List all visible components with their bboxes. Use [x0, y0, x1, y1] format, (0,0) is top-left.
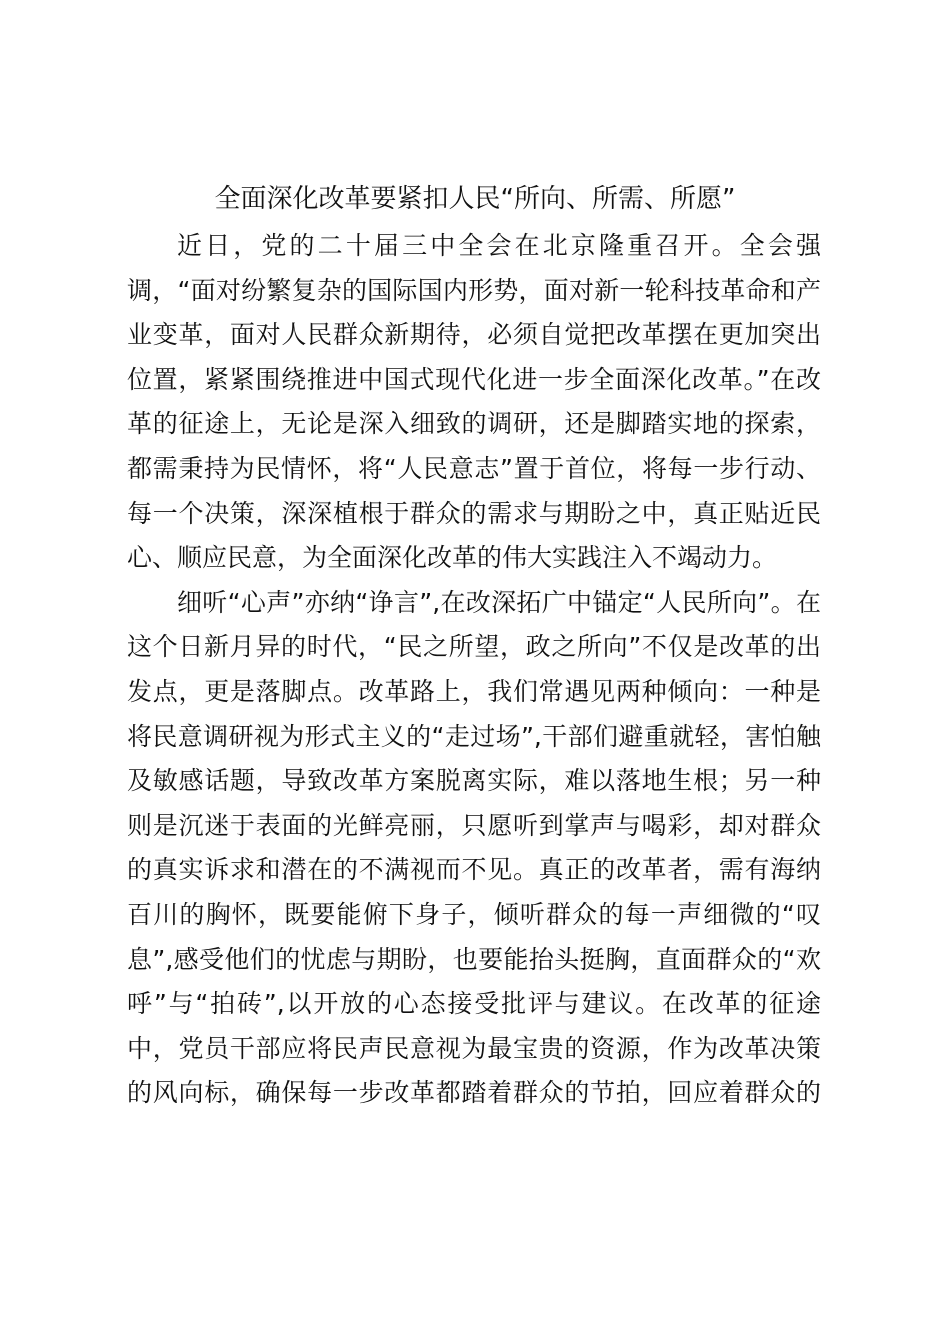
text-line: 将民意调研视为形式主义的“走过场”,干部们避重就轻，害怕触	[127, 721, 821, 751]
text-line: 调，“面对纷繁复杂的国际国内形势，面对新一轮科技革命和产	[127, 275, 821, 305]
text-line: 则是沉迷于表面的光鲜亮丽，只愿听到掌声与喝彩，却对群众	[127, 810, 821, 840]
text-line: 业变革，面对人民群众新期待，必须自觉把改革摆在更加突出	[127, 320, 821, 350]
text-line: 的风向标，确保每一步改革都踏着群众的节拍，回应着群众的	[127, 1078, 821, 1108]
text-line: 中，党员干部应将民声民意视为最宝贵的资源，作为改革决策	[127, 1033, 821, 1063]
text-line: 息”,感受他们的忧虑与期盼，也要能抬头挺胸，直面群众的“欢	[127, 944, 821, 974]
text-line: 都需秉持为民情怀，将“人民意志”置于首位，将每一步行动、	[127, 453, 821, 483]
text-line: 发点，更是落脚点。改革路上，我们常遇见两种倾向：一种是	[127, 676, 821, 706]
text-line: 的真实诉求和潜在的不满视而不见。真正的改革者，需有海纳	[127, 855, 821, 885]
text-line: 近日，党的二十届三中全会在北京隆重召开。全会强	[177, 231, 821, 260]
text-line: 心、顺应民意，为全面深化改革的伟大实践注入不竭动力。	[127, 543, 778, 573]
text-line: 位置，紧紧围绕推进中国式现代化进一步全面深化改革。”在改	[127, 364, 821, 394]
text-line: 及敏感话题，导致改革方案脱离实际，难以落地生根；另一种	[127, 766, 821, 796]
text-line: 这个日新月异的时代，“民之所望，政之所向”不仅是改革的出	[127, 632, 821, 662]
text-line: 呼”与“拍砖”,以开放的心态接受批评与建议。在改革的征途	[127, 989, 821, 1019]
text-line: 百川的胸怀，既要能俯下身子，倾听群众的每一声细微的“叹	[127, 899, 821, 929]
text-line: 革的征途上，无论是深入细致的调研，还是脚踏实地的探索，	[127, 409, 821, 439]
paragraph-2	[127, 581, 821, 1116]
text-line: 细听“心声”亦纳“诤言”,在改深拓广中锚定“人民所向”。在	[177, 587, 821, 617]
text-line: 每一个决策，深深植根于群众的需求与期盼之中，真正贴近民	[127, 498, 821, 528]
document-title: 全面深化改革要紧扣人民“所向、所需、所愿”	[214, 184, 736, 214]
paragraph-1	[127, 224, 821, 581]
document-body	[127, 224, 821, 1116]
